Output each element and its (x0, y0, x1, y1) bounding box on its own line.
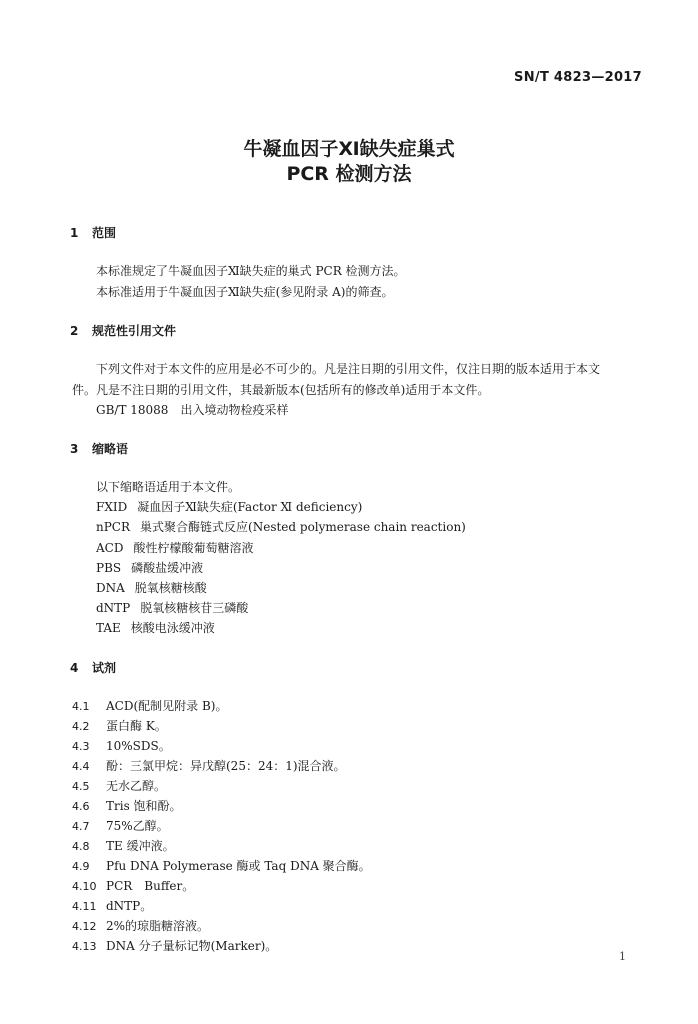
section-title: 试剂 (92, 661, 117, 675)
abbreviation-definition: 酸性柠檬酸葡萄糖溶液 (133, 541, 254, 555)
reagent-item (72, 818, 169, 835)
reagent-number: 4.7 (72, 820, 90, 833)
reagent-item (72, 918, 209, 935)
reagent-number: 4.9 (72, 860, 90, 873)
paragraph: 本标准规定了牛凝血因子Ⅺ缺失症的巢式 PCR 检测方法。 (96, 264, 406, 278)
section-number: 1 (70, 226, 79, 240)
reagent-text: ACD(配制见附录 B)。 (106, 699, 228, 713)
reagent-item (72, 778, 166, 795)
reagent-text: PCR Buffer。 (106, 879, 195, 893)
section-heading-reagents (70, 659, 116, 676)
reagent-number: 4.6 (72, 800, 90, 813)
paragraph: 下列文件对于本文件的应用是必不可少的。凡是注日期的引用文件，仅注日期的版本适用于本文 (96, 362, 601, 376)
reagent-number: 4.3 (72, 740, 90, 753)
section-title: 规范性引用文件 (92, 324, 177, 338)
abbreviation-definition: 巢式聚合酶链式反应(Nested polymerase chain reaction) (140, 520, 466, 534)
reagent-number: 4.11 (72, 900, 97, 913)
abbreviation-term: ACD (96, 541, 124, 555)
abbreviation-term: nPCR (96, 520, 131, 534)
section-title: 范围 (92, 226, 117, 240)
paragraph: 本标准适用于牛凝血因子Ⅺ缺失症(参见附录 A)的筛查。 (96, 285, 394, 299)
section-heading-abbreviations (70, 440, 128, 457)
reagent-item (72, 858, 371, 875)
reagent-text: dNTP。 (106, 899, 153, 913)
reagent-text: 酚：三氯甲烷：异戊醇(25：24：1)混合液。 (106, 759, 346, 773)
reagent-number: 4.10 (72, 880, 97, 893)
abbreviation-definition: 核酸电泳缓冲液 (130, 621, 215, 635)
abbreviation-term: PBS (96, 561, 122, 575)
reagent-item (72, 738, 171, 755)
reagent-number: 4.4 (72, 760, 90, 773)
reagent-item (72, 758, 346, 775)
section-title: 缩略语 (92, 442, 129, 456)
abbreviation-item (96, 499, 362, 515)
reagent-text: 10%SDS。 (106, 739, 171, 753)
page-number: 1 (619, 950, 626, 963)
reagent-item (72, 698, 227, 715)
reagent-item (72, 798, 182, 815)
reagent-item (72, 898, 152, 915)
reagent-number: 4.2 (72, 720, 90, 733)
reagent-text: Pfu DNA Polymerase 酶或 Taq DNA 聚合酶。 (106, 859, 371, 873)
standard-code: SN/T 4823—2017 (514, 70, 642, 85)
reagent-item (72, 838, 175, 855)
abbreviation-term: DNA (96, 581, 125, 595)
reagent-text: 2%的琼脂糖溶液。 (106, 919, 210, 933)
reagent-text: 无水乙醇。 (106, 779, 167, 793)
reference-entry (96, 402, 288, 418)
abbreviation-definition: 凝血因子Ⅺ缺失症(Factor Ⅺ deficiency) (137, 500, 363, 514)
reagent-text: 75%乙醇。 (106, 819, 169, 833)
document-subtitle: PCR 检测方法 (286, 163, 412, 185)
abbreviation-item (96, 519, 466, 535)
reagent-text: TE 缓冲液。 (106, 839, 175, 853)
reagent-item (72, 878, 194, 895)
abbreviation-item (96, 560, 203, 576)
abbreviation-item (96, 540, 253, 556)
abbreviation-item (96, 600, 248, 616)
section-number: 4 (70, 661, 79, 675)
reagent-number: 4.12 (72, 920, 97, 933)
document-title: 牛凝血因子Ⅺ缺失症巢式 (243, 138, 455, 160)
reference-title: 出入境动物检疫采样 (180, 403, 289, 417)
reagent-item (72, 718, 167, 735)
reagent-number: 4.5 (72, 780, 90, 793)
abbreviation-term: FXID (96, 500, 128, 514)
reagent-text: 蛋白酶 K。 (106, 719, 167, 733)
reagent-number: 4.8 (72, 840, 90, 853)
reagent-number: 4.13 (72, 940, 97, 953)
reagent-number: 4.1 (72, 700, 90, 713)
reagent-text: Tris 饱和酚。 (106, 799, 182, 813)
abbreviation-definition: 脱氧核糖核酸 (134, 581, 207, 595)
abbreviation-definition: 磷酸盐缓冲液 (131, 561, 204, 575)
section-heading-scope (70, 224, 116, 241)
section-number: 3 (70, 442, 79, 456)
reagent-text: DNA 分子量标记物(Marker)。 (106, 939, 278, 953)
reference-code: GB/T 18088 (96, 403, 169, 417)
reagent-item (72, 938, 277, 955)
section-number: 2 (70, 324, 79, 338)
abbreviation-term: TAE (96, 621, 121, 635)
abbreviation-definition: 脱氧核糖核苷三磷酸 (140, 601, 249, 615)
abbreviation-term: dNTP (96, 601, 131, 615)
paragraph: 以下缩略语适用于本文件。 (96, 480, 241, 494)
abbreviation-item (96, 580, 207, 596)
section-heading-refs (70, 322, 176, 339)
paragraph: 件。凡是不注日期的引用文件，其最新版本(包括所有的修改单)适用于本文件。 (72, 383, 490, 397)
abbreviation-item (96, 620, 215, 636)
